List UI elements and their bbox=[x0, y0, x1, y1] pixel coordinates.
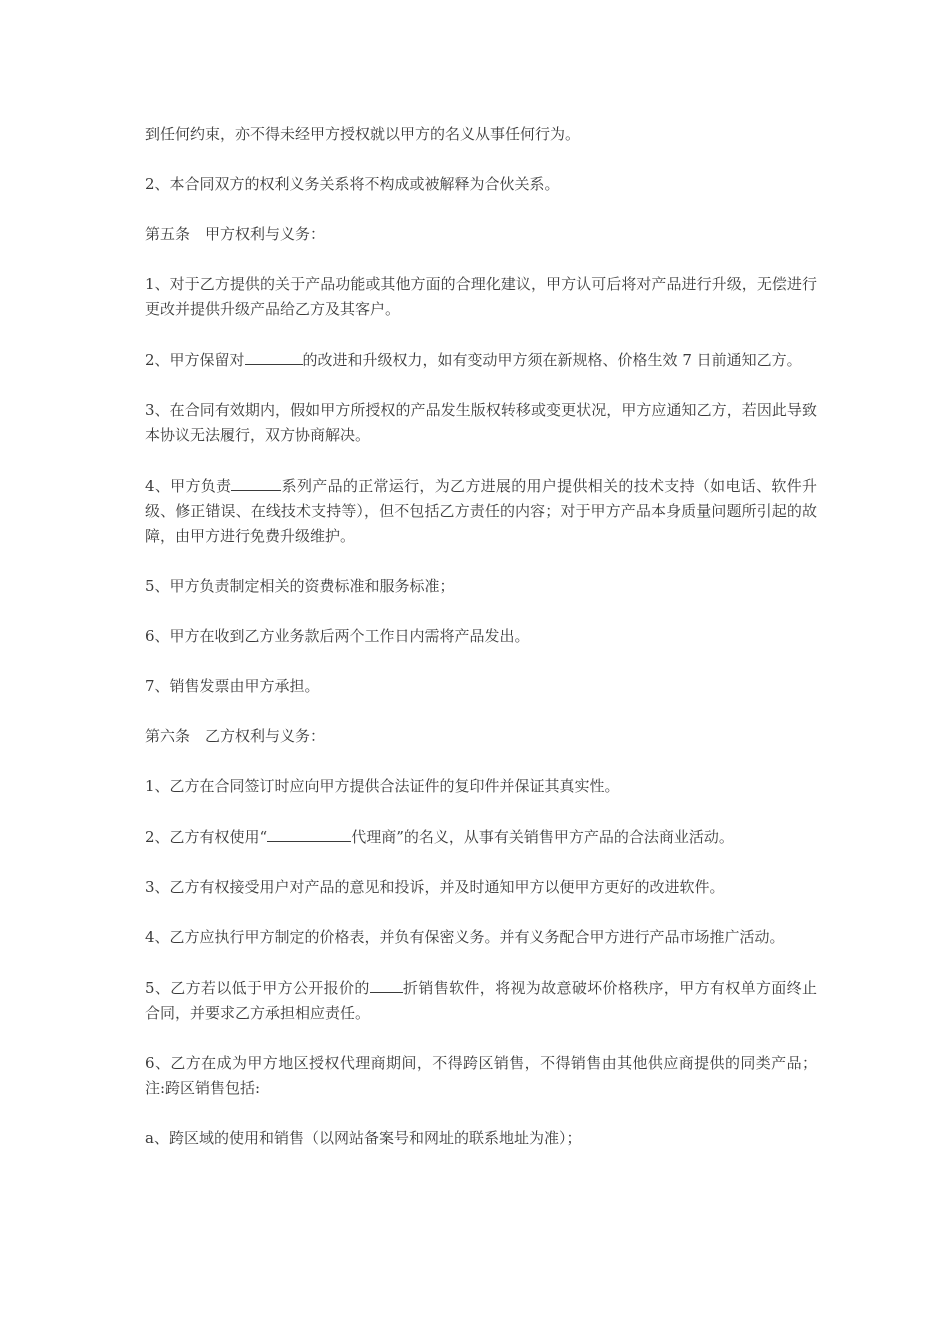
fill-blank bbox=[245, 347, 303, 365]
article-6-item-1: 1、乙方在合同签订时应向甲方提供合法证件的复印件并保证其真实性。 bbox=[145, 777, 620, 795]
article-5-item-7: 7、销售发票由甲方承担。 bbox=[145, 677, 320, 695]
item-text: 折销售软件，将视为故意破坏价格秩序，甲方有权单方面终止合同，并要求乙方承担相应责任。 bbox=[145, 979, 817, 1022]
article-5-item-6: 6、甲方在收到乙方业务款后两个工作日内需将产品发出。 bbox=[145, 627, 530, 645]
item-text: 系列产品的正常运行，为乙方进展的用户提供相关的技术支持（如电话、软件升级、修正错误、在线技术支持等），但不包括乙方责任的内容；对于甲方产品本身质量问题所引起的故障，由甲方进行免费升级维护。 bbox=[145, 477, 817, 545]
clause-4-item-2: 2、本合同双方的权利义务关系将不构成或被解释为合伙关系。 bbox=[145, 175, 560, 193]
item-text: 代理商”的名义，从事有关销售甲方产品的合法商业活动。 bbox=[351, 828, 734, 846]
article-5-item-3: 3、在合同有效期内，假如甲方所授权的产品发生版权转移或变更状况，甲方应通知乙方，若因此导致本协议无法履行，双方协商解决。 bbox=[145, 401, 817, 444]
item-text: 的改进和升级权力，如有变动甲方须在新规格、价格生效 7 日前通知乙方。 bbox=[302, 351, 802, 369]
paragraph-continuation: 到任何约束，亦不得未经甲方授权就以甲方的名义从事任何行为。 bbox=[145, 125, 581, 143]
article-5-item-4 bbox=[145, 473, 817, 549]
article-6-item-6-a: a、跨区域的使用和销售（以网站备案号和网址的联系地址为准）； bbox=[145, 1129, 582, 1147]
article-5-heading: 第五条 甲方权利与义务： bbox=[145, 225, 326, 243]
article-5-item-2 bbox=[145, 347, 817, 373]
fill-blank bbox=[231, 473, 281, 491]
item-text: 5、乙方若以低于甲方公开报价的 bbox=[145, 979, 370, 997]
article-6-item-5 bbox=[145, 975, 817, 1026]
article-6-item-4: 4、乙方应执行甲方制定的价格表，并负有保密义务。并有义务配合甲方进行产品市场推广活动。 bbox=[145, 928, 785, 946]
article-6-heading: 第六条 乙方权利与义务： bbox=[145, 727, 326, 745]
item-text: 2、甲方保留对 bbox=[145, 351, 245, 369]
article-6-item-2 bbox=[145, 824, 817, 850]
item-text: 4、甲方负责 bbox=[145, 477, 232, 495]
fill-blank bbox=[267, 824, 351, 842]
article-6-item-6: 6、乙方在成为甲方地区授权代理商期间，不得跨区销售，不得销售由其他供应商提供的同类产品；注:跨区销售包括: bbox=[145, 1054, 817, 1097]
article-5-item-1: 1、对于乙方提供的关于产品功能或其他方面的合理化建议，甲方认可后将对产品进行升级，无偿进行更改并提供升级产品给乙方及其客户。 bbox=[145, 275, 817, 318]
article-6-item-3: 3、乙方有权接受用户对产品的意见和投诉，并及时通知甲方以便甲方更好的改进软件。 bbox=[145, 878, 725, 896]
article-5-item-5: 5、甲方负责制定相关的资费标准和服务标准； bbox=[145, 577, 455, 595]
fill-blank bbox=[370, 975, 403, 993]
item-text: 2、乙方有权使用“ bbox=[145, 828, 268, 846]
document-page bbox=[145, 122, 817, 1176]
